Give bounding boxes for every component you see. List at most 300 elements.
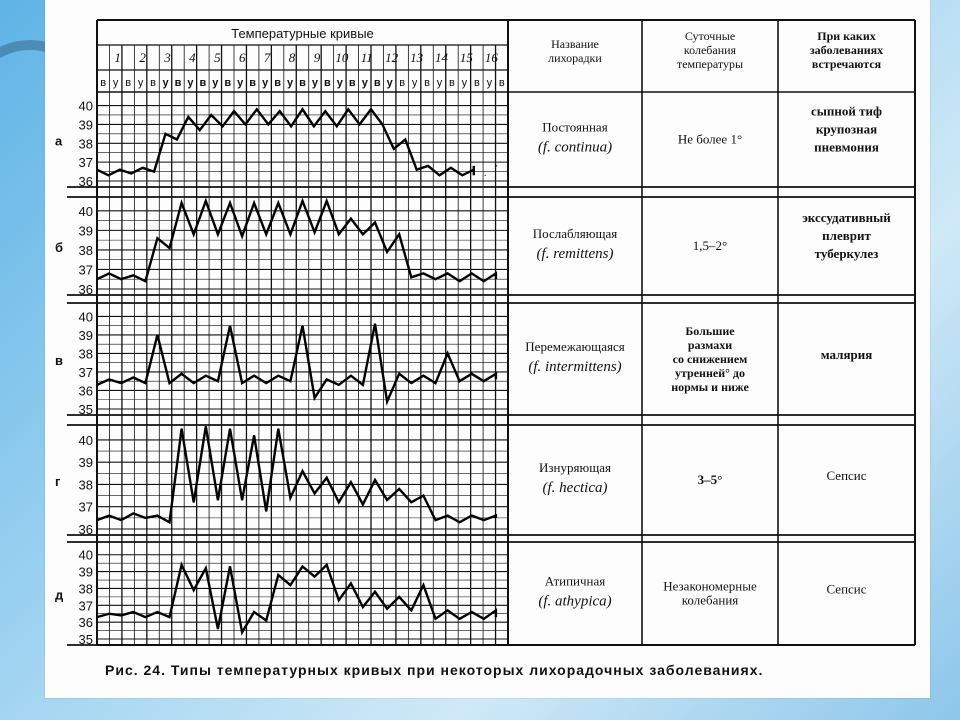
temperature-point: [313, 126, 314, 127]
day-label: 5: [214, 50, 221, 65]
temperature-point: [314, 576, 315, 577]
temperature-point: [416, 169, 417, 170]
time-label: в: [125, 77, 132, 89]
temperature-point: [435, 520, 436, 521]
temperature-point: [326, 200, 327, 201]
daily-fluctuation: со снижением: [672, 352, 748, 366]
temperature-point: [157, 611, 158, 612]
temperature-point: [145, 281, 146, 282]
temperature-point: [495, 515, 496, 516]
time-label: у: [336, 77, 343, 89]
temperature-point: [459, 281, 460, 282]
temperature-point: [507, 617, 508, 618]
temperature-point: [387, 608, 388, 609]
time-label: у: [212, 77, 219, 89]
col-header-disease: заболеваниях: [809, 43, 884, 57]
chart-title: Температурные кривые: [231, 26, 374, 41]
temperature-point: [254, 202, 255, 203]
temp-tick: 38: [78, 242, 93, 258]
temperature-point: [96, 617, 97, 618]
temperature-point: [435, 279, 436, 280]
time-label: в: [473, 77, 480, 89]
temperature-point: [242, 632, 243, 633]
time-label: в: [498, 77, 505, 89]
temperature-point: [266, 234, 267, 235]
time-label: в: [373, 77, 381, 89]
temperature-point: [205, 568, 206, 569]
temperature-point: [229, 202, 230, 203]
temperature-point: [229, 566, 230, 567]
temperature-point: [483, 381, 484, 382]
chart-grid: [67, 20, 915, 645]
temperature-point: [211, 114, 212, 115]
temperature-point: [399, 234, 400, 235]
temperature-point: [278, 202, 279, 203]
temperature-point: [169, 247, 170, 248]
temperature-point: [217, 628, 218, 629]
daily-fluctuation: размахи: [687, 338, 733, 352]
temperature-point: [338, 384, 339, 385]
temperature-point: [362, 504, 363, 505]
temp-tick: 39: [78, 327, 93, 343]
temperature-curve: [97, 109, 474, 175]
temp-tick: 36: [78, 383, 93, 399]
time-label: у: [386, 77, 393, 89]
temperature-point: [109, 515, 110, 516]
temp-tick: 38: [78, 346, 93, 362]
temp-tick: 38: [78, 477, 93, 493]
temp-tick: 37: [78, 262, 93, 278]
day-label: 3: [164, 50, 171, 65]
temperature-point: [405, 139, 406, 140]
temperature-point: [291, 126, 292, 127]
time-label: у: [286, 77, 294, 89]
temp-tick: 39: [78, 117, 93, 133]
temperature-point: [205, 426, 206, 427]
temp-tick: 36: [78, 174, 93, 189]
temperature-point: [350, 482, 351, 483]
temperature-point: [326, 477, 327, 478]
temperature-point: [176, 139, 177, 140]
daily-fluctuation: Незакономерные: [663, 578, 757, 594]
col-header-daily: температуры: [676, 57, 744, 71]
figure-caption: Рис. 24. Типы температурных кривых при некоторых лихорадочных заболеваниях.: [105, 662, 764, 678]
temperature-point: [193, 502, 194, 503]
temperature-point: [254, 375, 255, 376]
day-label: 16: [484, 50, 498, 65]
band-letter: г: [55, 474, 61, 489]
day-label: 11: [360, 50, 373, 65]
fever-name: Изнуряющая: [539, 460, 611, 475]
temperature-point: [450, 167, 451, 168]
time-label: в: [174, 77, 182, 89]
day-label: 1: [114, 50, 121, 65]
temperature-point: [495, 610, 496, 611]
disease: туберкулез: [814, 246, 879, 261]
day-label: 7: [263, 50, 271, 65]
temperature-point: [338, 600, 339, 601]
time-label: у: [486, 77, 493, 89]
temperature-point: [193, 590, 194, 591]
temperature-point: [393, 148, 394, 149]
temperature-point: [314, 493, 315, 494]
day-label: 12: [385, 50, 399, 65]
temperature-point: [362, 606, 363, 607]
chart-text: [55, 26, 891, 647]
temperature-point: [471, 273, 472, 274]
temperature-point: [399, 596, 400, 597]
temperature-point: [199, 130, 200, 131]
temperature-point: [96, 384, 97, 385]
temperature-point: [326, 379, 327, 380]
temperature-point: [242, 383, 243, 384]
temperature-point: [157, 515, 158, 516]
time-label: в: [224, 77, 232, 89]
temperature-point: [229, 428, 230, 429]
temperature-point: [326, 564, 327, 565]
temperature-point: [399, 373, 400, 374]
temp-tick: 40: [78, 432, 93, 448]
temperature-point: [121, 615, 122, 616]
temp-tick: 35: [78, 402, 93, 417]
temperature-point: [362, 384, 363, 385]
temp-tick: 40: [78, 98, 93, 114]
temperature-point: [471, 515, 472, 516]
temperature-point: [157, 334, 158, 335]
scanned-page: [45, 0, 930, 698]
temperature-point: [205, 200, 206, 201]
temperature-point: [145, 383, 146, 384]
daily-fluctuation: 3–5°: [697, 472, 723, 487]
fever-name: Атипичная: [544, 573, 606, 589]
temperature-point: [254, 435, 255, 436]
temperature-point: [462, 175, 463, 176]
day-label: 8: [288, 50, 296, 65]
col-header-disease: При каких: [817, 29, 876, 43]
temperature-point: [485, 175, 486, 176]
temp-tick: 38: [78, 581, 93, 597]
temperature-point: [254, 611, 255, 612]
temperature-point: [423, 273, 424, 274]
temperature-point: [131, 173, 132, 174]
temperature-point: [290, 234, 291, 235]
temperature-point: [169, 383, 170, 384]
disease: пневмония: [814, 139, 879, 155]
temperature-point: [205, 375, 206, 376]
temperature-point: [473, 169, 474, 170]
temperature-point: [423, 495, 424, 496]
time-label: в: [100, 77, 107, 89]
temperature-point: [169, 617, 170, 618]
temperature-point: [278, 375, 279, 376]
temperature-point: [411, 277, 412, 278]
temp-tick: 36: [78, 522, 93, 537]
temperature-point: [181, 373, 182, 374]
temperature-point: [471, 373, 472, 374]
temperature-point: [119, 169, 120, 170]
temperature-point: [387, 401, 388, 402]
temperature-point: [133, 275, 134, 276]
time-label: у: [461, 77, 468, 89]
temperature-point: [109, 273, 110, 274]
temperature-point: [169, 522, 170, 523]
temperature-point: [266, 511, 267, 512]
temperature-point: [279, 111, 280, 112]
temperature-point: [423, 375, 424, 376]
temperature-point: [314, 232, 315, 233]
temperature-point: [121, 520, 122, 521]
temperature-point: [428, 165, 429, 166]
temperature-point: [411, 502, 412, 503]
day-label: 14: [435, 50, 448, 65]
temperature-point: [181, 202, 182, 203]
temperature-point: [222, 126, 223, 127]
temperature-point: [435, 383, 436, 384]
temp-tick: 40: [78, 203, 93, 219]
temp-tick: 36: [78, 282, 93, 297]
temperature-point: [338, 234, 339, 235]
temperature-point: [447, 515, 448, 516]
temperature-point: [435, 618, 436, 619]
temp-tick: 35: [78, 632, 93, 647]
temperature-point: [145, 617, 146, 618]
daily-fluctuation: Не более 1°: [677, 131, 743, 147]
time-label: в: [324, 77, 331, 89]
temperature-point: [370, 109, 371, 110]
temperature-point: [217, 381, 218, 382]
temperature-point: [459, 381, 460, 382]
col-header-disease: встречаются: [811, 57, 882, 71]
fever-chart-table: [45, 0, 930, 660]
temp-tick: 38: [78, 136, 93, 152]
daily-fluctuation: нормы и ниже: [671, 380, 749, 394]
time-label: в: [249, 77, 257, 89]
temperature-point: [229, 325, 230, 326]
time-label: у: [187, 77, 194, 89]
time-label: в: [348, 77, 356, 89]
temperature-point: [507, 379, 508, 380]
temperature-point: [121, 383, 122, 384]
fever-latin: (f. continua): [537, 139, 613, 156]
temperature-point: [145, 517, 146, 518]
temperature-point: [242, 236, 243, 237]
temperature-point: [325, 111, 326, 112]
time-label: в: [199, 77, 207, 89]
temperature-point: [507, 279, 508, 280]
temperature-point: [483, 520, 484, 521]
day-label: 6: [238, 50, 246, 65]
temp-tick: 39: [78, 223, 93, 239]
temperature-point: [302, 325, 303, 326]
temperature-point: [459, 522, 460, 523]
temperature-point: [193, 383, 194, 384]
disease: плеврит: [822, 228, 871, 243]
daily-fluctuation: Большие: [685, 324, 735, 338]
daily-fluctuation: 1,5–2°: [692, 238, 728, 253]
disease: малярия: [820, 347, 873, 362]
temperature-point: [268, 124, 269, 125]
time-label: у: [112, 77, 119, 89]
temperature-point: [302, 566, 303, 567]
temperature-point: [233, 111, 234, 112]
temperature-point: [495, 373, 496, 374]
temperature-point: [133, 377, 134, 378]
fever-latin: (f. hectica): [542, 480, 608, 496]
temperature-point: [439, 175, 440, 176]
time-label: у: [162, 77, 169, 89]
temperature-point: [302, 471, 303, 472]
temperature-point: [96, 169, 97, 170]
temperature-point: [302, 200, 303, 201]
temp-tick: 37: [78, 499, 93, 515]
temperature-point: [157, 238, 158, 239]
temperature-point: [302, 109, 303, 110]
temperature-point: [507, 175, 508, 176]
daily-fluctuation: колебания: [681, 592, 739, 608]
temperature-point: [387, 251, 388, 252]
time-label: в: [299, 77, 306, 89]
temperature-point: [96, 279, 97, 280]
disease: крупозная: [815, 121, 878, 137]
day-label: 2: [139, 50, 146, 65]
day-label: 10: [335, 50, 349, 65]
temperature-point: [411, 610, 412, 611]
temperature-point: [350, 218, 351, 219]
temperature-point: [290, 497, 291, 498]
temperature-point: [278, 574, 279, 575]
temperature-point: [483, 618, 484, 619]
temperature-point: [471, 611, 472, 612]
temperature-point: [142, 167, 143, 168]
temperature-point: [133, 513, 134, 514]
temp-tick: 39: [78, 455, 93, 471]
fever-latin: (f. remittens): [536, 246, 614, 262]
time-label: у: [137, 77, 144, 89]
time-label: у: [311, 77, 319, 89]
col-header-daily: колебания: [683, 43, 737, 57]
fever-name: Послабляющая: [532, 226, 618, 241]
temperature-point: [193, 234, 194, 235]
day-label: 9: [313, 50, 321, 65]
band-letter: а: [55, 133, 63, 149]
temperature-point: [447, 353, 448, 354]
day-label: 4: [189, 50, 196, 65]
temperature-point: [109, 379, 110, 380]
daily-fluctuation: утренней° до: [675, 366, 745, 380]
band-letter: в: [55, 353, 63, 368]
temperature-point: [496, 165, 497, 166]
temperature-point: [374, 479, 375, 480]
fever-latin: (f. intermittens): [528, 359, 622, 375]
col-header-name: лихорадки: [548, 51, 602, 65]
time-label: в: [424, 77, 430, 89]
fever-name: Перемежающаяся: [525, 339, 625, 354]
time-label: у: [411, 77, 418, 89]
time-label: в: [150, 77, 156, 89]
disease: экссудативный: [802, 210, 891, 225]
temperature-point: [350, 583, 351, 584]
time-label: в: [399, 77, 406, 89]
temperature-point: [338, 502, 339, 503]
disease: сыпной тиф: [810, 103, 883, 119]
temperature-point: [350, 375, 351, 376]
temp-tick: 40: [78, 547, 93, 563]
temperature-point: [181, 428, 182, 429]
temperature-point: [188, 116, 189, 117]
temp-tick: 40: [78, 309, 93, 325]
temperature-point: [483, 281, 484, 282]
col-header-name: Название: [551, 37, 599, 51]
time-label: у: [262, 77, 269, 89]
band-letter: д: [55, 587, 64, 603]
temperature-point: [374, 222, 375, 223]
temperature-point: [382, 124, 383, 125]
temperature-point: [348, 109, 349, 110]
temp-tick: 37: [78, 598, 93, 614]
temperature-point: [447, 273, 448, 274]
day-label: 13: [410, 50, 424, 65]
fever-latin: (f. athypica): [538, 593, 612, 610]
day-label: 15: [459, 50, 473, 65]
temperature-point: [181, 564, 182, 565]
time-label: у: [361, 77, 368, 89]
temperature-point: [459, 618, 460, 619]
temperature-point: [256, 109, 257, 110]
temp-tick: 36: [78, 615, 93, 631]
temperature-point: [411, 383, 412, 384]
temperature-point: [165, 133, 166, 134]
col-header-daily: Суточные: [684, 29, 736, 43]
temp-tick: 37: [78, 364, 93, 380]
temperature-point: [266, 383, 267, 384]
band-letter: б: [55, 240, 64, 255]
temperature-point: [266, 620, 267, 621]
temperature-point: [447, 610, 448, 611]
time-label: у: [436, 77, 443, 89]
temperature-point: [133, 611, 134, 612]
temperature-point: [217, 499, 218, 500]
temp-tick: 37: [78, 155, 93, 171]
temperature-point: [290, 381, 291, 382]
temp-tick: 39: [78, 564, 93, 580]
time-label: в: [449, 77, 455, 89]
temperature-point: [336, 126, 337, 127]
temperature-point: [242, 499, 243, 500]
disease: Сепсис: [826, 468, 867, 483]
temperature-point: [108, 175, 109, 176]
time-label: у: [237, 77, 244, 89]
temperature-point: [290, 585, 291, 586]
temperature-point: [374, 323, 375, 324]
temperature-point: [423, 585, 424, 586]
disease: Сепсис: [826, 581, 867, 597]
temperature-point: [507, 517, 508, 518]
temperature-point: [121, 279, 122, 280]
temperature-point: [109, 613, 110, 614]
temperature-point: [314, 397, 315, 398]
temperature-point: [278, 428, 279, 429]
fever-name: Постоянная: [542, 119, 608, 135]
temperature-point: [399, 488, 400, 489]
temperature-point: [387, 499, 388, 500]
temperature-point: [217, 234, 218, 235]
temperature-point: [374, 591, 375, 592]
temperature-point: [495, 273, 496, 274]
temperature-point: [154, 171, 155, 172]
time-label: в: [274, 77, 281, 89]
temperature-point: [245, 124, 246, 125]
temperature-point: [96, 520, 97, 521]
